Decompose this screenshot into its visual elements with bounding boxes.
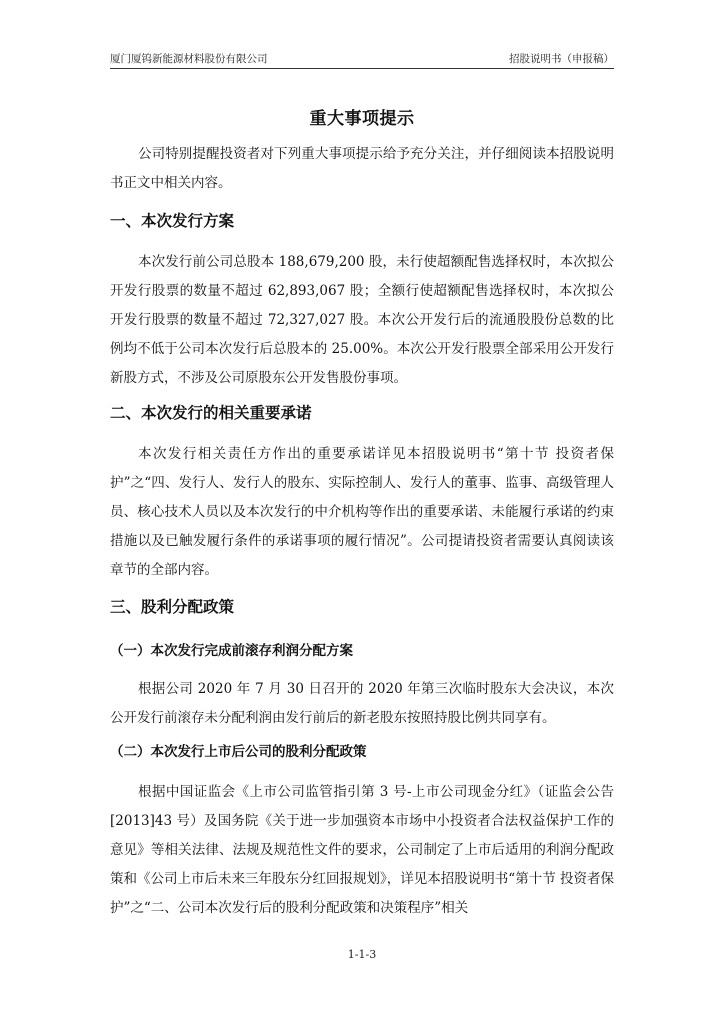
section-commitments	[110, 402, 614, 424]
section-heading: 三、股利分配政策	[110, 598, 235, 616]
section-commitments-body	[110, 440, 614, 585]
page-title: 重大事项提示	[309, 109, 415, 129]
section-heading: 一、本次发行方案	[110, 212, 235, 230]
subsection-heading: （二）本次发行上市后公司的股利分配政策	[110, 744, 367, 760]
subsection-post-listing-policy	[110, 742, 614, 762]
section-paragraph: 本次发行前公司总股本 188,679,200 股，未行使超额配售选择权时，本次拟公开发行股票的数量不超过 62,893,067 股；全额行使超额配售选择权时，本次拟公开发行股票的数量不超过 72,327,027 股。本次公开发行后的流通股股份总数的比例均不低于公司本次发行后总股本的 25.00%。本次公开发行股票全部采用公开发行新股方式，不涉及公司原股东公开发售股份事项。	[110, 254, 614, 386]
header-document-type: 招股说明书（申报稿）	[509, 53, 614, 65]
page-header	[110, 50, 614, 69]
subsection-post-listing-policy-body	[110, 778, 614, 923]
section-dividend-policy	[110, 596, 614, 618]
intro-block	[110, 140, 614, 198]
section-heading: 二、本次发行的相关重要承诺	[110, 404, 312, 422]
intro-paragraph: 公司特别提醒投资者对下列重大事项提示给予充分关注，并仔细阅读本招股说明书正文中相关内容。	[110, 146, 614, 191]
section-issuance-plan	[110, 210, 614, 232]
subsection-paragraph: 根据中国证监会《上市公司监管指引第 3 号-上市公司现金分红》（证监会公告[2013]43 号）及国务院《关于进一步加强资本市场中小投资者合法权益保护工作的意见》等相关法律、法规及规范性文件的要求，公司制定了上市后适用的利润分配政策和《公司上市后未来三年股东分红回报规划》，详见本招股说明书“第十节 投资者保护”之“二、公司本次发行后的股利分配政策和决策程序”相关	[110, 784, 614, 916]
subsection-paragraph: 根据公司 2020 年 7 月 30 日召开的 2020 年第三次临时股东大会决议，本次公开发行前滚存未分配利润由发行前后的新老股东按照持股比例共同享有。	[110, 681, 614, 726]
subsection-retained-earnings-body	[110, 675, 614, 733]
subsection-heading: （一）本次发行完成前滚存利润分配方案	[110, 643, 353, 659]
section-issuance-plan-body	[110, 248, 614, 393]
page-number: 1-1-3	[347, 948, 377, 961]
section-paragraph: 本次发行相关责任方作出的重要承诺详见本招股说明书“第十节 投资者保护”之“四、发行人、发行人的股东、实际控制人、发行人的董事、监事、高级管理人员、核心技术人员以及本次发行的中介机构等作出的重要承诺、未能履行承诺的约束措施以及已触发履行条件的承诺事项的履行情况”。公司提请投资者需要认真阅读该章节的全部内容。	[110, 446, 614, 578]
header-company-name: 厦门厦钨新能源材料股份有限公司	[110, 53, 268, 65]
subsection-retained-earnings	[110, 641, 614, 661]
